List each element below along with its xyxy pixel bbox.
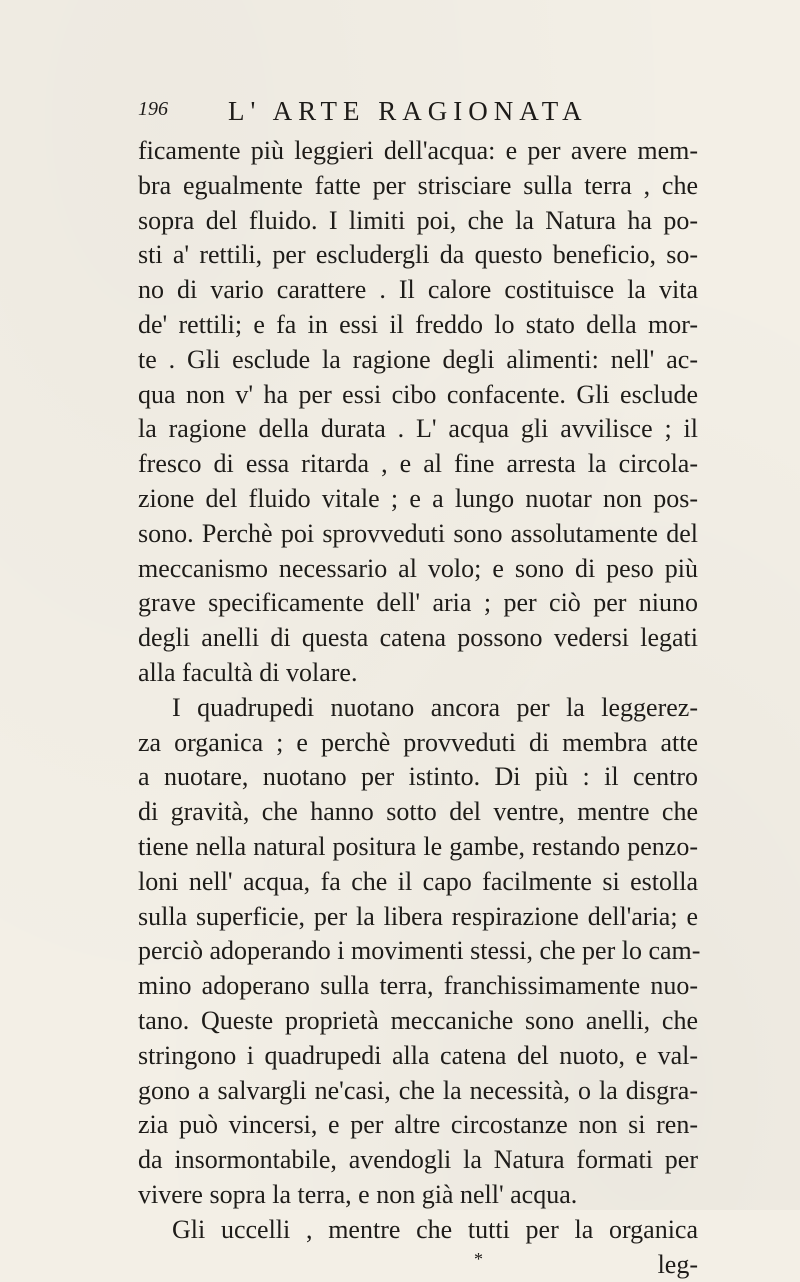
- text-line: ficamente più leggieri dell'acqua: e per avere mem-: [138, 134, 698, 169]
- text-line: di gravità, che hanno sotto del ventre, mentre che: [138, 795, 698, 830]
- text-line: alla facultà di volare.: [138, 656, 698, 691]
- page-footer: [138, 1248, 698, 1282]
- text-line: de' rettili; e fa in essi il freddo lo stato della mor-: [138, 308, 698, 343]
- text-line: te . Gli esclude la ragione degli alimenti: nell' ac-: [138, 343, 698, 378]
- text-line: sono. Perchè poi sprovveduti sono assolutamente del: [138, 517, 698, 552]
- page-number: 196: [138, 98, 168, 121]
- text-line: grave specificamente dell' aria ; per ciò per niuno: [138, 586, 698, 621]
- text-line: I quadrupedi nuotano ancora per la leggerez-: [138, 691, 698, 726]
- text-line: da insormontabile, avendogli la Natura formati per: [138, 1143, 698, 1178]
- text-line: zia può vincersi, e per altre circostanze non si ren-: [138, 1108, 698, 1143]
- text-line: vivere sopra la terra, e non già nell' acqua.: [138, 1178, 698, 1213]
- text-line: loni nell' acqua, fa che il capo facilmente si estolla: [138, 865, 698, 900]
- body-text: [138, 134, 698, 1282]
- text-line: za organica ; e perchè provveduti di membra atte: [138, 726, 698, 761]
- text-line: fresco di essa ritarda , e al fine arresta la circola-: [138, 447, 698, 482]
- text-line: zione del fluido vitale ; e a lungo nuotar non pos-: [138, 482, 698, 517]
- text-line: sopra del fluido. I limiti poi, che la Natura ha po-: [138, 204, 698, 239]
- text-line: a nuotare, nuotano per istinto. Di più : il centro: [138, 760, 698, 795]
- signature-mark: *: [474, 1242, 483, 1277]
- text-line: Gli uccelli , mentre che tutti per la organica: [138, 1213, 698, 1248]
- page-header: [138, 96, 698, 132]
- text-line: bra egualmente fatte per strisciare sulla terra , che: [138, 169, 698, 204]
- text-line: gono a salvargli ne'casi, che la necessità, o la disgra-: [138, 1074, 698, 1109]
- text-line: tiene nella natural positura le gambe, restando penzo-: [138, 830, 698, 865]
- text-line: no di vario carattere . Il calore costituisce la vita: [138, 273, 698, 308]
- text-line: perciò adoperando i movimenti stessi, che per lo cam-: [138, 934, 698, 969]
- text-line: sti a' rettili, per escludergli da questo beneficio, so-: [138, 238, 698, 273]
- text-line: mino adoperano sulla terra, franchissimamente nuo-: [138, 969, 698, 1004]
- text-line: degli anelli di questa catena possono vedersi legati: [138, 621, 698, 656]
- catchword: leg-: [658, 1250, 698, 1279]
- text-line: sulla superficie, per la libera respirazione dell'aria; e: [138, 900, 698, 935]
- running-head: L' ARTE RAGIONATA: [228, 96, 588, 127]
- text-line: stringono i quadrupedi alla catena del nuoto, e val-: [138, 1039, 698, 1074]
- text-line: qua non v' ha per essi cibo confacente. Gli esclude: [138, 378, 698, 413]
- text-line: meccanismo necessario al volo; e sono di peso più: [138, 552, 698, 587]
- text-line: la ragione della durata . L' acqua gli avvilisce ; il: [138, 412, 698, 447]
- text-line: tano. Queste proprietà meccaniche sono anelli, che: [138, 1004, 698, 1039]
